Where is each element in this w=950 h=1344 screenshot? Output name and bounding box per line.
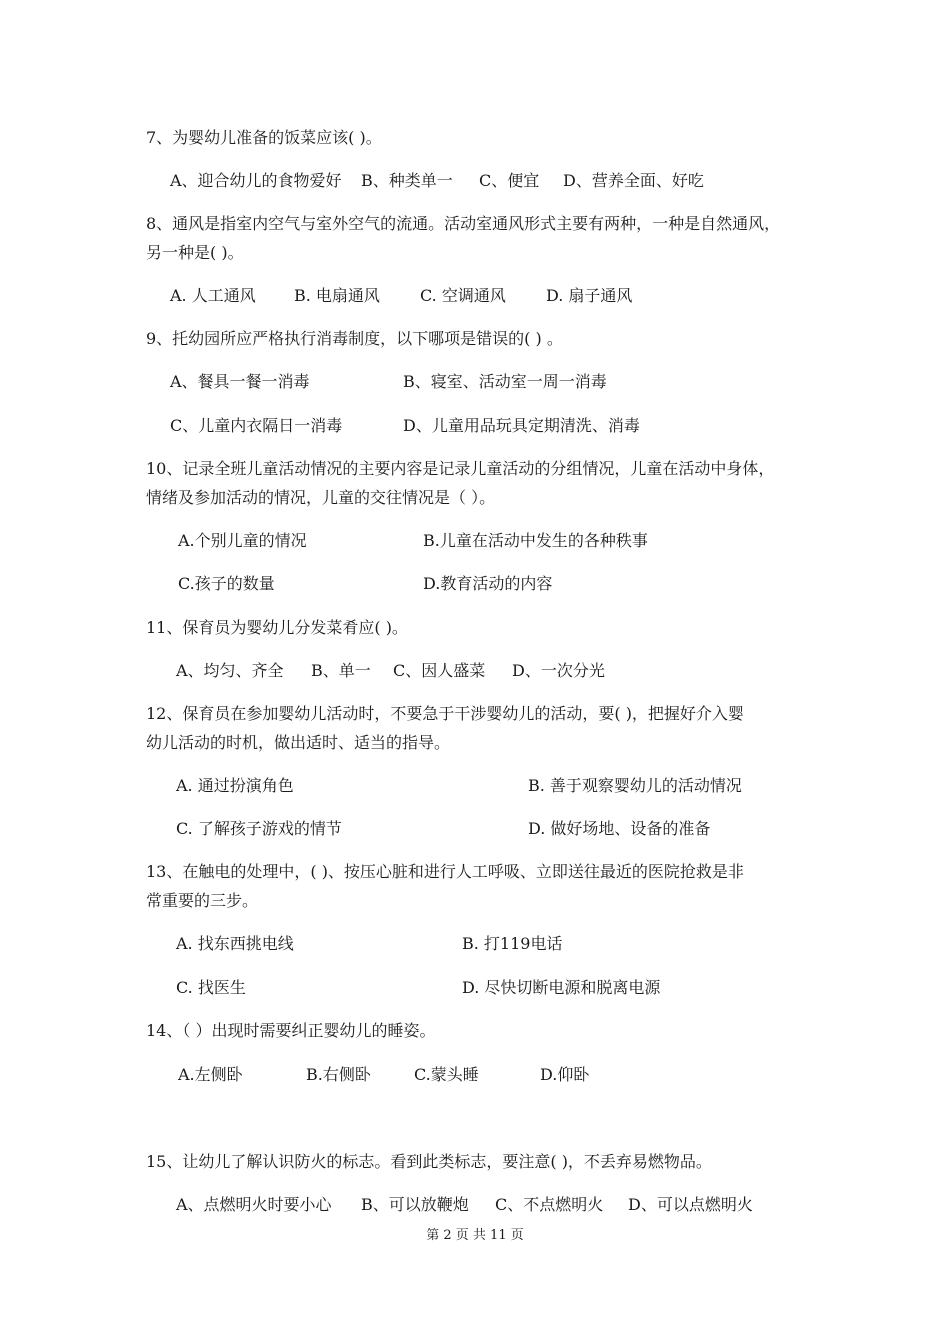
question-10-option-a: A.个别儿童的情况: [178, 531, 307, 550]
question-11-option-a: A、均匀、齐全: [176, 661, 284, 680]
question-15-stem: 15、让幼儿了解认识防火的标志。看到此类标志，要注意( )，不丢弃易燃物品。: [146, 1152, 712, 1171]
question-8-stem-line-2: 另一种是( )。: [146, 243, 244, 262]
question-11-option-c: C、因人盛菜: [393, 661, 486, 680]
question-8-option-a: A. 人工通风: [170, 286, 256, 305]
question-14-option-c: C.蒙头睡: [414, 1065, 479, 1084]
question-12-stem-line-1: 12、保育员在参加婴幼儿活动时，不要急于干涉婴幼儿的活动，要( )，把握好介入婴: [146, 704, 744, 723]
question-9-stem: 9、托幼园所应严格执行消毒制度，以下哪项是错误的( ) 。: [146, 329, 563, 348]
question-10-option-b: B.儿童在活动中发生的各种秩事: [423, 531, 648, 550]
question-9-option-b: B、寝室、活动室一周一消毒: [403, 372, 607, 391]
question-13-option-a: A. 找东西挑电线: [176, 934, 294, 953]
question-12-option-b: B. 善于观察婴幼儿的活动情况: [528, 776, 742, 795]
question-15-option-a: A、点燃明火时要小心: [176, 1195, 332, 1214]
question-12-option-d: D. 做好场地、设备的准备: [528, 819, 711, 838]
question-10-stem-line-1: 10、记录全班儿童活动情况的主要内容是记录儿童活动的分组情况，儿童在活动中身体，: [146, 459, 775, 478]
question-13-option-c: C. 找医生: [176, 978, 246, 997]
question-8-option-b: B. 电扇通风: [294, 286, 380, 305]
question-8-stem-line-1: 8、通风是指室内空气与室外空气的流通。活动室通风形式主要有两种，一种是自然通风，: [146, 214, 781, 233]
question-9-option-c: C、儿童内衣隔日一消毒: [170, 416, 343, 435]
question-13-option-d: D. 尽快切断电源和脱离电源: [462, 978, 661, 997]
page-number-footer: 第 2 页 共 11 页: [426, 1228, 524, 1243]
question-15-option-b: B、可以放鞭炮: [361, 1195, 469, 1214]
question-9-option-a: A、餐具一餐一消毒: [170, 372, 310, 391]
question-13-stem-line-1: 13、在触电的处理中，( )、按压心脏和进行人工呼吸、立即送往最近的医院抢救是非: [146, 862, 744, 881]
question-13-option-b: B. 打119电话: [462, 934, 563, 953]
question-7-option-a: A、迎合幼儿的食物爱好: [170, 171, 342, 190]
question-11-option-b: B、单一: [311, 661, 371, 680]
question-10-stem-line-2: 情绪及参加活动的情况，儿童的交往情况是（ ）。: [146, 488, 496, 507]
question-7-option-b: B、种类单一: [361, 171, 453, 190]
question-10-option-d: D.教育活动的内容: [423, 574, 553, 593]
question-7-stem: 7、为婴幼儿准备的饭菜应该( )。: [146, 128, 382, 147]
question-15-option-d: D、可以点燃明火: [628, 1195, 753, 1214]
question-12-stem-line-2: 幼儿活动的时机，做出适时、适当的指导。: [146, 733, 451, 752]
question-10-option-c: C.孩子的数量: [178, 574, 275, 593]
question-9-option-d: D、儿童用品玩具定期清洗、消毒: [403, 416, 640, 435]
question-12-option-a: A. 通过扮演角色: [176, 776, 294, 795]
question-7-option-d: D、营养全面、好吃: [563, 171, 704, 190]
question-7-option-c: C、便宜: [479, 171, 540, 190]
question-11-option-d: D、一次分光: [512, 661, 605, 680]
question-14-stem: 14、（ ）出现时需要纠正婴幼儿的睡姿。: [146, 1021, 436, 1040]
question-8-option-c: C. 空调通风: [420, 286, 506, 305]
question-12-option-c: C. 了解孩子游戏的情节: [176, 819, 342, 838]
question-15-option-c: C、不点燃明火: [495, 1195, 604, 1214]
question-14-option-a: A.左侧卧: [178, 1065, 243, 1084]
question-8-option-d: D. 扇子通风: [546, 286, 633, 305]
question-13-stem-line-2: 常重要的三步。: [146, 891, 259, 910]
question-11-stem: 11、保育员为婴幼儿分发菜肴应( )。: [146, 618, 408, 637]
question-14-option-b: B.右侧卧: [306, 1065, 371, 1084]
question-14-option-d: D.仰卧: [540, 1065, 590, 1084]
